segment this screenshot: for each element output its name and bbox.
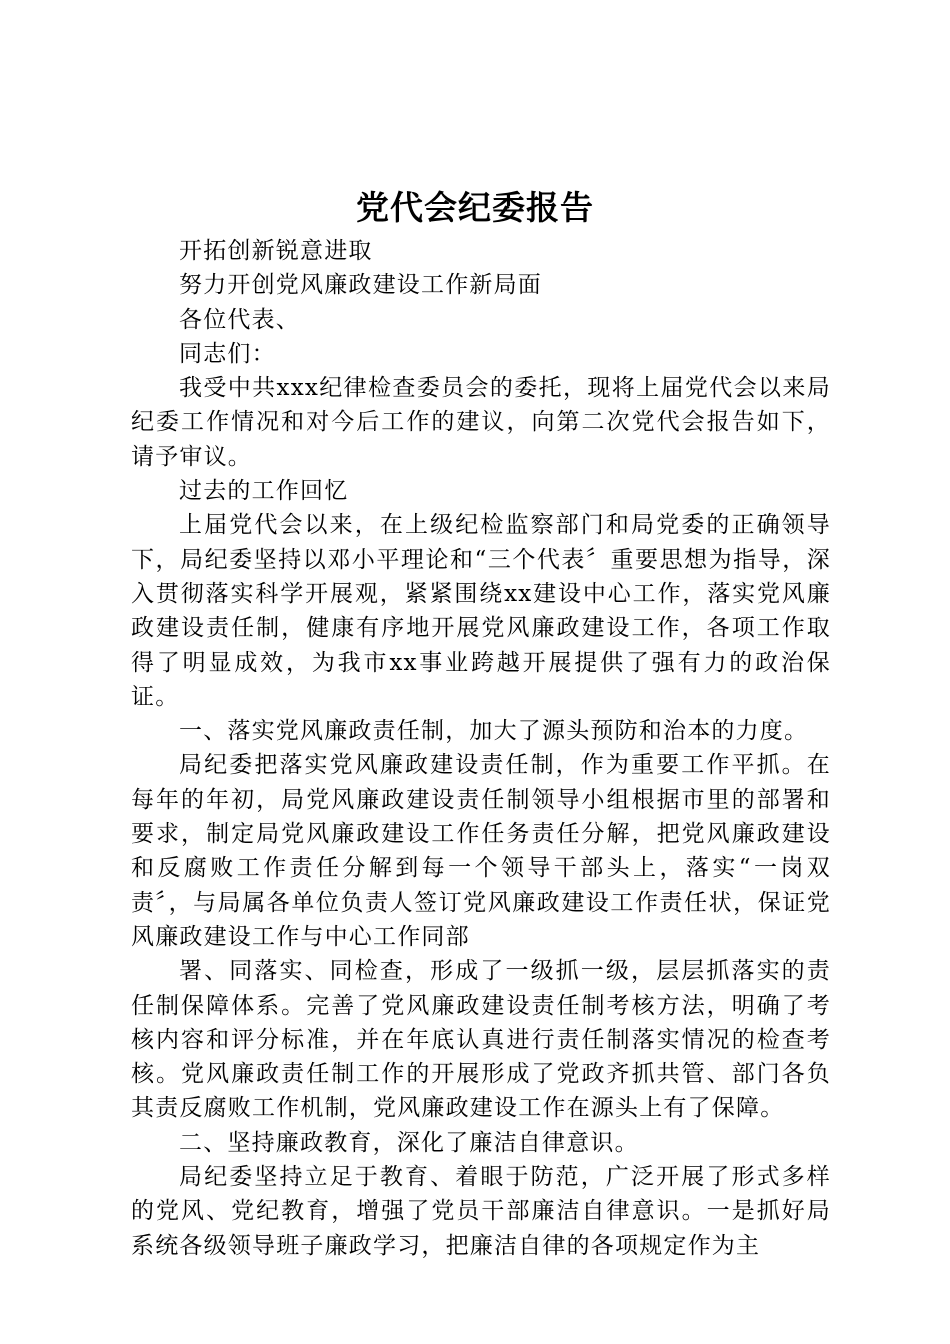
- paragraph: 努力开创党风廉政建设工作新局面: [179, 272, 542, 299]
- paragraph: 局纪委把落实党风廉政建设责任制，作为重要工作平抓。在每年的年初，局党风廉政建设责任制领导小组根据市里的部署和要求，制定局党风廉政建设工作任务责任分解，把党风廉政建设和反腐败工作责任分解到每一个领导干部头上，落实“一岗双责〞，与局属各单位负责人签订党风廉政建设工作责任状，保证党风廉政建设工作与中心工作同部: [131, 752, 831, 950]
- paragraph: 各位代表、: [179, 306, 300, 333]
- paragraph: 开拓创新锐意进取: [179, 238, 373, 264]
- document-body: [131, 234, 831, 1263]
- paragraph: 二、坚持廉政教育，深化了廉洁自律意识。: [179, 1129, 639, 1156]
- document-title: 党代会纪委报告: [356, 188, 594, 227]
- paragraph: 局纪委坚持立足于教育、着眼于防范，广泛开展了形式多样的党风、党纪教育，增强了党员干部廉洁自律意识。一是抓好局系统各级领导班子廉政学习，把廉洁自律的各项规定作为主: [131, 1164, 831, 1259]
- paragraph: 一、落实党风廉政责任制，加大了源头预防和治本的力度。: [179, 718, 809, 745]
- paragraph: 我受中共xxx纪律检查委员会的委托，现将上届党代会以来局纪委工作情况和对今后工作的建议，向第二次党代会报告如下，请予审议。: [131, 375, 831, 470]
- paragraph: 署、同落实、同检查，形成了一级抓一级，层层抓落实的责任制保障体系。完善了党风廉政建设责任制考核方法，明确了考核内容和评分标准，并在年底认真进行责任制落实情况的检查考核。党风廉政责任制工作的开展形成了党政齐抓共管、部门各负其责反腐败工作机制，党风廉政建设工作在源头上有了保障。: [131, 958, 831, 1122]
- paragraph: 同志们：: [179, 340, 276, 367]
- paragraph: 过去的工作回忆: [179, 478, 349, 505]
- paragraph: 上届党代会以来，在上级纪检监察部门和局党委的正确领导下，局纪委坚持以邓小平理论和“三个代表〞重要思想为指导，深入贯彻落实科学开展观，紧紧围绕xx建设中心工作，落实党风廉政建设责任制，健康有序地开展党风廉政建设工作，各项工作取得了明显成效，为我市xx事业跨越开展提供了强有力的政治保证。: [131, 512, 831, 710]
